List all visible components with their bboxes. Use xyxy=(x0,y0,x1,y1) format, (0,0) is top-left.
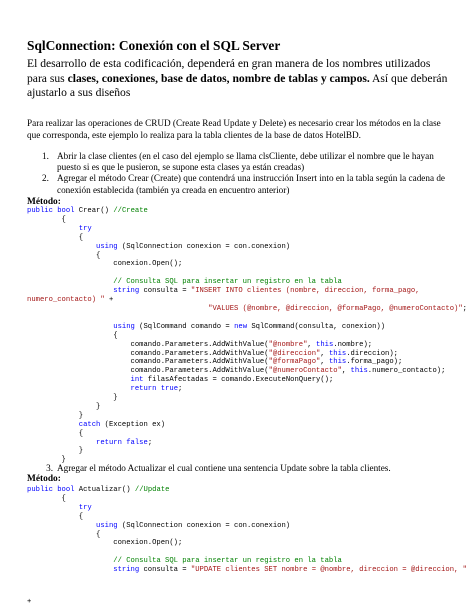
intro-paragraph xyxy=(27,57,452,101)
continuation-mark: + xyxy=(27,598,32,606)
list-number: 1. xyxy=(42,151,49,161)
metodo-label: Método: xyxy=(27,196,61,207)
list-text: Abrir la clase clientes (en el caso del ejemplo se llama clsCliente, debe utilizar el nombre que le hayan puesto si es que le pusieron, se supone esta clases ya están creadas) xyxy=(57,151,434,173)
list-item xyxy=(27,173,452,195)
intro-bold: clases, conexiones, base de datos, nombre de tablas y campos. xyxy=(67,71,370,85)
list-item-3 xyxy=(27,463,452,474)
list-text: Agregar el método Crear (Create) que contendrá una instrucción Insert into en la tabla según la cadena de conexión establecida (también ya creada en encuentro anterior) xyxy=(57,173,446,195)
list-item xyxy=(27,151,452,173)
page-title: SqlConnection: Conexión con el SQL Server xyxy=(27,38,281,53)
metodo-label-2: Método: xyxy=(27,474,61,484)
code-block-actualizar: public bool Actualizar() //Update { try { using (SqlConnection conexion = con.conexion) { conexion.Open(); // Consulta SQL para insertar un registro en la tabla string consulta = "UPDATE clientes SET nombre = @nombre, direccion = @direccion, " xyxy=(27,486,467,575)
list-text: Agregar el método Actualizar el cual contiene una sentencia Update sobre la tabla clientes. xyxy=(57,463,391,473)
crud-paragraph: Para realizar las operaciones de CRUD (Create Read Update y Delete) es necesario crear los métodos en la clase que corresponda, este ejemplo lo realiza para la tabla clientes de la base de datos HotelBD. xyxy=(27,118,441,140)
intro-text-1: El desarrollo de esta codificación, dependerá en gran manera de los nombres utilizados para sus xyxy=(27,57,431,85)
list-number: 3. xyxy=(46,463,53,473)
code-block-crear: public bool Crear() //Create { try { using (SqlConnection conexion = con.conexion) { conexion.Open(); // Consulta SQL para insertar un registro en la tabla string consulta = "INSERT INTO clientes (nombre, direccion, forma_pago, numero_contacto) " + "VALUES (@nombre, @direccion, @formaPago, @numeroContacto)"; using (SqlCommand comando = new SqlCommand(consulta, conexion)) { comando.Parameters.AddWithValue("@nombre", this.nombre); comando.Parameters.AddWithValue("@direccion", this.direccion); comando.Parameters.AddWithValue("@formaPago", this.forma_pago); comando.Parameters.AddWithValue("@numeroContacto", this.numero_contacto); int filasAfectadas = comando.ExecuteNonQuery(); return true; } } } catch (Exception ex) { return false; } } xyxy=(27,207,467,465)
steps-list xyxy=(27,151,452,208)
list-number: 2. xyxy=(42,173,49,184)
intro-text-2: Así que deberán ajustarlo a sus diseños xyxy=(27,71,448,100)
